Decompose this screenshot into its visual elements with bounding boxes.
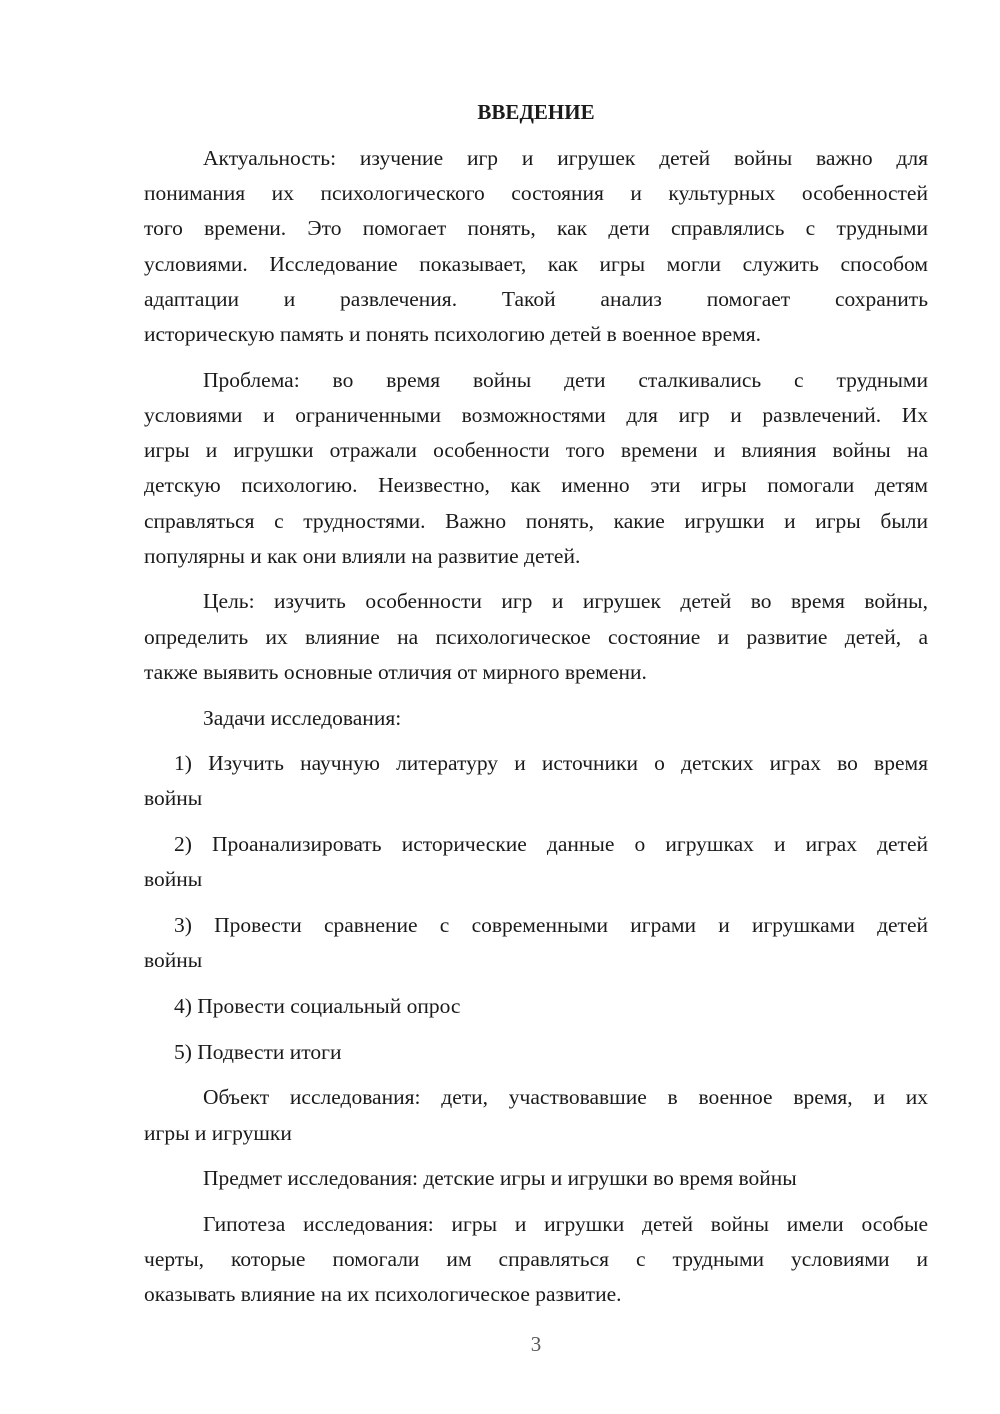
hypothesis-line: оказывать влияние на их психологическое развитие. (144, 1282, 622, 1307)
goal-line: Цель: изучить особенности игр и игрушек детей во время войны, (203, 589, 928, 614)
subject-paragraph: Предмет исследования: детские игры и игрушки во время войны (203, 1166, 797, 1191)
hypothesis-line: Гипотеза исследования: игры и игрушки детей войны имели особые (203, 1211, 928, 1236)
relevance-line: понимания их психологического состояния и культурных особенностей (144, 181, 928, 206)
object-paragraph (144, 1080, 928, 1150)
problem-line: популярны и как они влияли на развитие детей. (144, 543, 581, 568)
relevance-line: адаптации и развлечения. Такой анализ помогает сохранить (144, 286, 928, 311)
goal-line: также выявить основные отличия от мирного времени. (144, 659, 647, 684)
document-page (144, 95, 928, 1323)
problem-line: справляться с трудностями. Важно понять, какие игрушки и игры были (144, 508, 928, 533)
page-number: 3 (530, 1332, 542, 1356)
task-item (144, 989, 928, 1024)
problem-line: условиями и ограниченными возможностями для игр и развлечений. Их (144, 402, 928, 427)
task-item (144, 908, 928, 978)
task-line: войны (144, 867, 203, 892)
task-item (144, 827, 928, 897)
task-line: 4) Провести социальный опрос (174, 993, 461, 1018)
section-title: ВВЕДЕНИЕ (477, 100, 595, 124)
tasks-heading: Задачи исследования: (203, 705, 402, 730)
goal-line: определить их влияние на психологическое состояние и развитие детей, а (144, 624, 928, 649)
problem-paragraph (144, 363, 928, 574)
relevance-line: историческую память и понять психологию детей в военное время. (144, 322, 761, 347)
task-item (144, 746, 928, 816)
relevance-line: того времени. Это помогает понять, как дети справлялись с трудными (144, 216, 928, 241)
relevance-line: Актуальность: изучение игр и игрушек детей войны важно для (203, 146, 928, 170)
problem-line: детскую психологию. Неизвестно, как именно эти игры помогали детям (144, 473, 928, 498)
task-line: войны (144, 948, 203, 973)
goal-paragraph (144, 584, 928, 690)
task-line: 3) Провести сравнение с современными играми и игрушками детей (174, 913, 928, 938)
hypothesis-paragraph (144, 1207, 928, 1313)
relevance-line: условиями. Исследование показывает, как игры могли служить способом (144, 251, 928, 276)
task-line: 1) Изучить научную литературу и источники о детских играх во время (174, 751, 928, 776)
object-line: игры и игрушки (144, 1120, 292, 1145)
task-item (144, 1035, 928, 1070)
problem-line: Проблема: во время войны дети сталкивались с трудными (203, 367, 928, 392)
hypothesis-line: черты, которые помогали им справляться с трудными условиями и (144, 1247, 928, 1272)
task-line: войны (144, 786, 203, 811)
task-line: 2) Проанализировать исторические данные о игрушках и играх детей (174, 832, 928, 857)
task-line: 5) Подвести итоги (174, 1039, 342, 1064)
object-line: Объект исследования: дети, участвовавшие в военное время, и их (203, 1085, 928, 1110)
problem-line: игры и игрушки отражали особенности того времени и влияния войны на (144, 438, 928, 463)
relevance-paragraph (144, 141, 928, 352)
